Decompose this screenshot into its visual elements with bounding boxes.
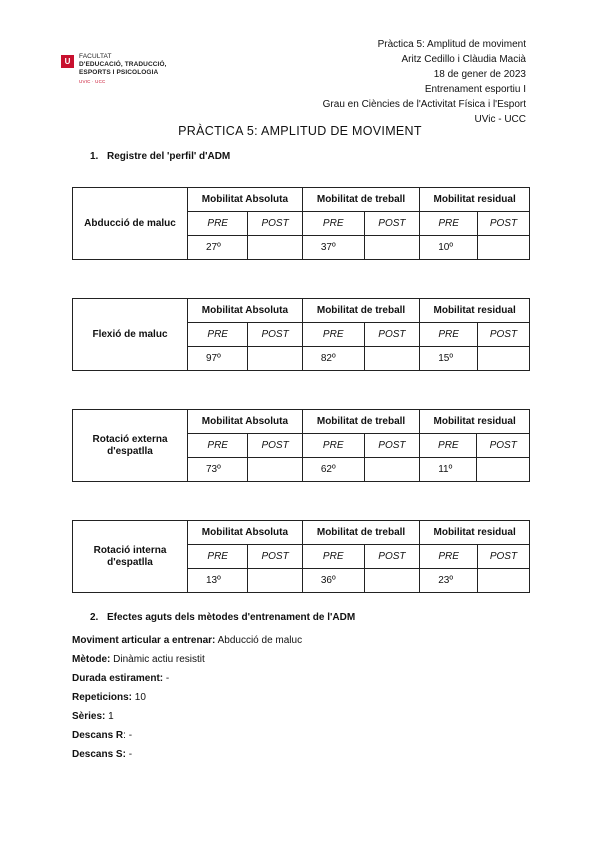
cell-abs-post: [248, 569, 302, 593]
col-post: POST: [364, 545, 420, 569]
col-post: POST: [248, 545, 302, 569]
logo-subtitle: UVIC · UCC: [79, 79, 106, 84]
cell-treb-pre: 82º: [302, 347, 364, 371]
cell-abs-pre: 13º: [188, 569, 248, 593]
document-header: [323, 37, 526, 127]
detail-value: 1: [105, 711, 114, 722]
cell-abs-pre: 97º: [188, 347, 248, 371]
header-practice: Pràctica 5: Amplitud de moviment: [377, 39, 526, 50]
cell-treb-post: [364, 236, 420, 260]
cell-res-pre: 23º: [420, 569, 478, 593]
header-authors: Aritz Cedillo i Clàudia Macià: [401, 54, 526, 65]
col-mobilitat-treball: Mobilitat de treball: [302, 188, 419, 212]
cell-abs-post: [248, 458, 302, 482]
cell-res-post: [477, 236, 529, 260]
col-post: POST: [364, 323, 420, 347]
cell-treb-post: [364, 569, 420, 593]
table-row-label-line-1: Rotació interna: [93, 544, 167, 556]
cell-treb-post: [364, 458, 420, 482]
col-mobilitat-residual: Mobilitat residual: [420, 410, 530, 434]
header-degree: Grau en Ciències de l'Activitat Física i l'Esport: [322, 99, 526, 110]
detail-value: Dinàmic actiu resistit: [110, 654, 205, 665]
col-post: POST: [248, 323, 302, 347]
cell-abs-post: [248, 347, 302, 371]
section-1-number: 1.: [90, 151, 99, 162]
col-pre: PRE: [302, 323, 364, 347]
table-row-label-line-2: d'espatlla: [107, 556, 153, 568]
detail-value: -: [163, 673, 170, 684]
col-mobilitat-treball: Mobilitat de treball: [302, 299, 419, 323]
detail-series: [72, 707, 302, 726]
section-1-heading: [90, 151, 230, 162]
table-row-label-line-2: d'espatlla: [107, 445, 153, 457]
adm-table-flexio-maluc: [72, 298, 530, 371]
cell-res-pre: 15º: [420, 347, 478, 371]
col-post: POST: [248, 434, 302, 458]
detail-value: : -: [123, 730, 133, 741]
col-mobilitat-absoluta: Mobilitat Absoluta: [188, 521, 303, 545]
cell-res-post: [477, 569, 529, 593]
section-2-heading: [90, 612, 355, 623]
col-pre: PRE: [302, 212, 364, 236]
section-2-title: Efectes aguts dels mètodes d'entrenament de l'ADM: [107, 612, 356, 623]
col-mobilitat-treball: Mobilitat de treball: [302, 410, 419, 434]
col-post: POST: [477, 212, 529, 236]
col-post: POST: [477, 323, 529, 347]
detail-moviment: [72, 631, 302, 650]
detail-key: Moviment articular a entrenar:: [72, 635, 216, 646]
adm-table-rotacio-externa-espatlla: [72, 409, 530, 482]
cell-res-pre: 10º: [420, 236, 478, 260]
col-pre: PRE: [420, 323, 478, 347]
col-pre: PRE: [420, 434, 477, 458]
detail-key: Mètode:: [72, 654, 111, 665]
logo-line-2: D'EDUCACIÓ, TRADUCCIÓ,: [79, 61, 167, 68]
col-mobilitat-absoluta: Mobilitat Absoluta: [188, 410, 303, 434]
cell-treb-pre: 37º: [302, 236, 364, 260]
adm-table-abduccio-maluc: [72, 187, 530, 260]
detail-metode: [72, 650, 302, 669]
cell-abs-post: [248, 236, 302, 260]
col-mobilitat-residual: Mobilitat residual: [420, 299, 530, 323]
col-mobilitat-treball: Mobilitat de treball: [302, 521, 419, 545]
training-details: [72, 631, 302, 764]
logo-line-1: FACULTAT: [79, 53, 112, 60]
cell-abs-pre: 73º: [188, 458, 248, 482]
cell-treb-pre: 62º: [302, 458, 364, 482]
col-post: POST: [477, 545, 529, 569]
col-mobilitat-absoluta: Mobilitat Absoluta: [188, 188, 303, 212]
logo-line-3: ESPORTS I PSICOLOGIA: [79, 69, 159, 76]
col-mobilitat-residual: Mobilitat residual: [420, 188, 530, 212]
col-pre: PRE: [188, 212, 248, 236]
uvic-logo-icon: U: [61, 55, 74, 68]
table-row-label-line-1: Rotació externa: [92, 433, 168, 445]
cell-res-post: [477, 347, 529, 371]
detail-value: Abducció de maluc: [215, 635, 303, 646]
cell-res-pre: 11º: [420, 458, 477, 482]
table-row-label: [73, 521, 188, 593]
cell-treb-pre: 36º: [302, 569, 364, 593]
col-pre: PRE: [188, 323, 248, 347]
detail-value: 10: [132, 692, 146, 703]
cell-res-post: [477, 458, 530, 482]
detail-durada: [72, 669, 302, 688]
col-pre: PRE: [188, 434, 248, 458]
col-mobilitat-absoluta: Mobilitat Absoluta: [188, 299, 303, 323]
detail-descans-s: [72, 745, 302, 764]
header-date: 18 de gener de 2023: [433, 69, 526, 80]
col-post: POST: [477, 434, 530, 458]
col-post: POST: [364, 434, 420, 458]
col-pre: PRE: [420, 212, 478, 236]
col-mobilitat-residual: Mobilitat residual: [420, 521, 530, 545]
col-pre: PRE: [302, 545, 364, 569]
col-pre: PRE: [302, 434, 364, 458]
detail-key: Descans S:: [72, 749, 126, 760]
adm-table-rotacio-interna-espatlla: [72, 520, 530, 593]
col-post: POST: [248, 212, 302, 236]
detail-key: Repeticions:: [72, 692, 133, 703]
detail-key: Durada estirament:: [72, 673, 164, 684]
section-1-title: Registre del 'perfil' d'ADM: [107, 151, 231, 162]
detail-key: Descans R: [72, 730, 124, 741]
document-title: PRÀCTICA 5: AMPLITUD DE MOVIMENT: [178, 124, 422, 138]
detail-descans-r: [72, 726, 302, 745]
table-row-label: Abducció de maluc: [73, 188, 188, 260]
table-row-label: [73, 410, 188, 482]
logo-text: [79, 53, 167, 86]
section-2-number: 2.: [90, 612, 99, 623]
faculty-logo: [61, 53, 167, 86]
table-row-label: Flexió de maluc: [73, 299, 188, 371]
detail-key: Sèries:: [72, 711, 106, 722]
col-pre: PRE: [188, 545, 248, 569]
cell-treb-post: [364, 347, 420, 371]
header-university: UVic - UCC: [474, 114, 526, 125]
col-post: POST: [364, 212, 420, 236]
detail-value: -: [125, 749, 133, 760]
cell-abs-pre: 27º: [188, 236, 248, 260]
col-pre: PRE: [420, 545, 478, 569]
detail-repeticions: [72, 688, 302, 707]
header-course: Entrenament esportiu I: [424, 84, 526, 95]
